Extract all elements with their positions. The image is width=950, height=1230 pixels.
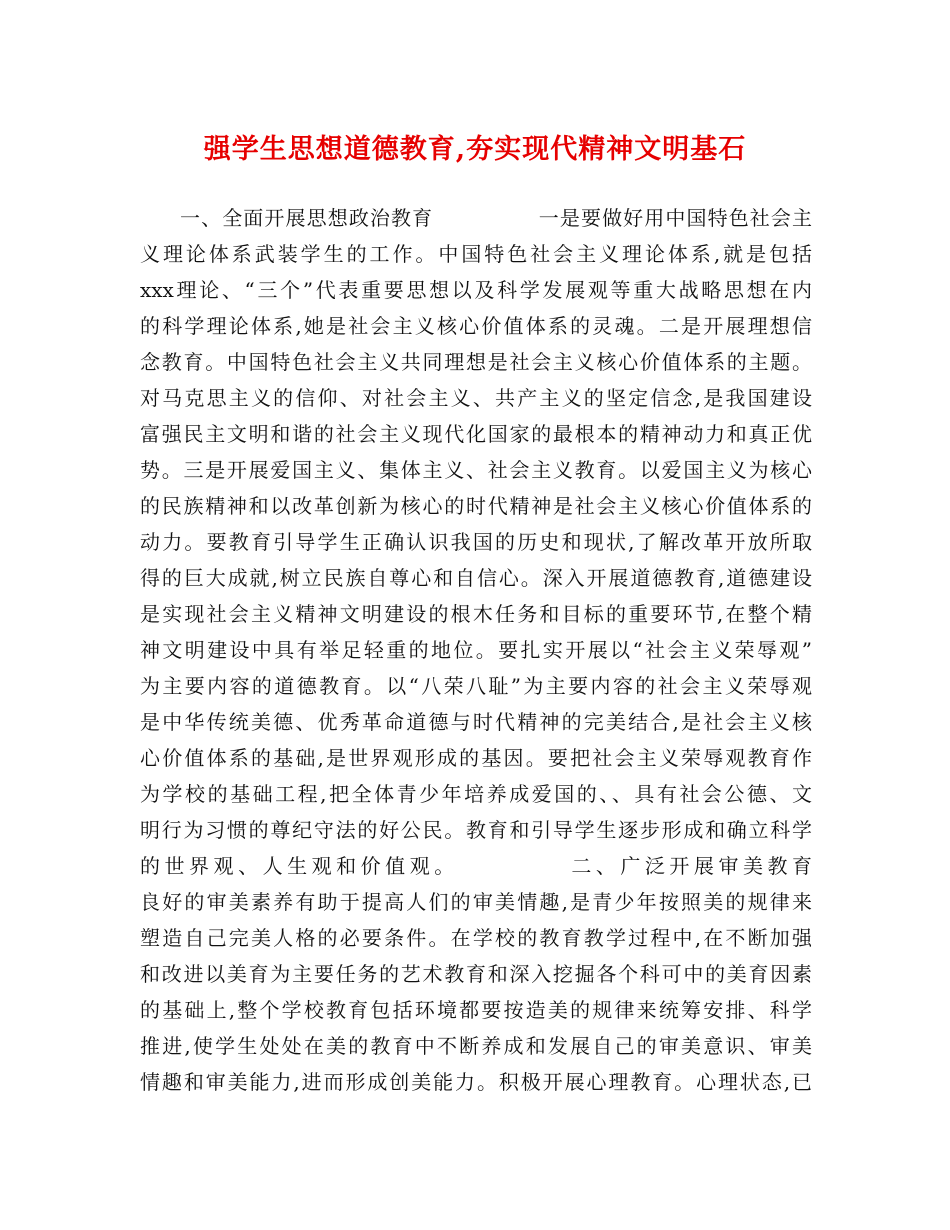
text-line: 推进,使学生处处在美的教育中不断养成和发展自己的审美意识、审美 [140,1034,812,1058]
text-line: 为学校的基础工程,把全体青少年培养成爱国的、、具有社会公德、文 [140,782,812,806]
text-line: 是中华传统美德、优秀革命道德与时代精神的完美结合,是社会主义核 [140,710,812,734]
text-line: 一、全面开展思想政治教育 一是要做好用中国特色社会主 [180,206,812,230]
text-line: 神文明建设中具有举足轻重的地位。要扎实开展以“社会主义荣辱观” [140,638,812,662]
text-line: 的民族精神和以改革创新为核心的时代精神是社会主义核心价值体系的 [140,494,812,518]
text-line: 情趣和审美能力,进而形成创美能力。积极开展心理教育。心理状态,已 [140,1070,812,1094]
text-line: 为主要内容的道德教育。以“八荣八耻”为主要内容的社会主义荣辱观 [140,674,812,698]
text-line: 和改进以美育为主要任务的艺术教育和深入挖掘各个科可中的美育因素 [140,962,812,986]
text-line: 是实现社会主义精神文明建设的根木任务和目标的重要环节,在整个精 [140,602,812,626]
text-line: 心价值体系的基础,是世界观形成的基因。要把社会主义荣辱观教育作 [140,746,812,770]
text-line: 的科学理论体系,她是社会主义核心价值体系的灵魂。二是开展理想信 [140,314,812,338]
text-line: 良好的审美素养有助于提高人们的审美情趣,是青少年按照美的规律来 [140,890,812,914]
text-line: 势。三是开展爱国主义、集体主义、社会主义教育。以爱国主义为核心 [140,458,812,482]
text-line: 念教育。中国特色社会主义共同理想是社会主义核心价值体系的主题。 [140,350,812,374]
text-line: 的基础上,整个学校教育包括环境都要按造美的规律来统筹安排、科学 [140,998,812,1022]
text-line: 对马克思主义的信仰、对社会主义、共产主义的坚定信念,是我国建设 [140,386,812,410]
text-line: 塑造自己完美人格的必要条件。在学校的教育教学过程中,在不断加强 [140,926,812,950]
text-line: 得的巨大成就,树立民族自尊心和自信心。深入开展道德教育,道德建设 [140,566,812,590]
text-line: 明行为习惯的尊纪守法的好公民。教育和引导学生逐步形成和确立科学 [140,818,812,842]
text-line: 的世界观、人生观和价值观。 二、广泛开展审美教育 [140,854,812,878]
text-line: 动力。要教育引导学生正确认识我国的历史和现状,了解改革开放所取 [140,530,812,554]
text-line: xxx理论、“三个”代表重要思想以及科学发展观等重大战略思想在内 [140,278,812,302]
text-line: 义理论体系武装学生的工作。中国特色社会主义理论体系,就是包括 [140,242,812,266]
document-title: 强学生思想道德教育,夯实现代精神文明基石 [203,134,747,165]
document-body [140,200,812,1100]
text-line: 富强民主文明和谐的社会主义现代化国家的最根本的精神动力和真正优 [140,422,812,446]
